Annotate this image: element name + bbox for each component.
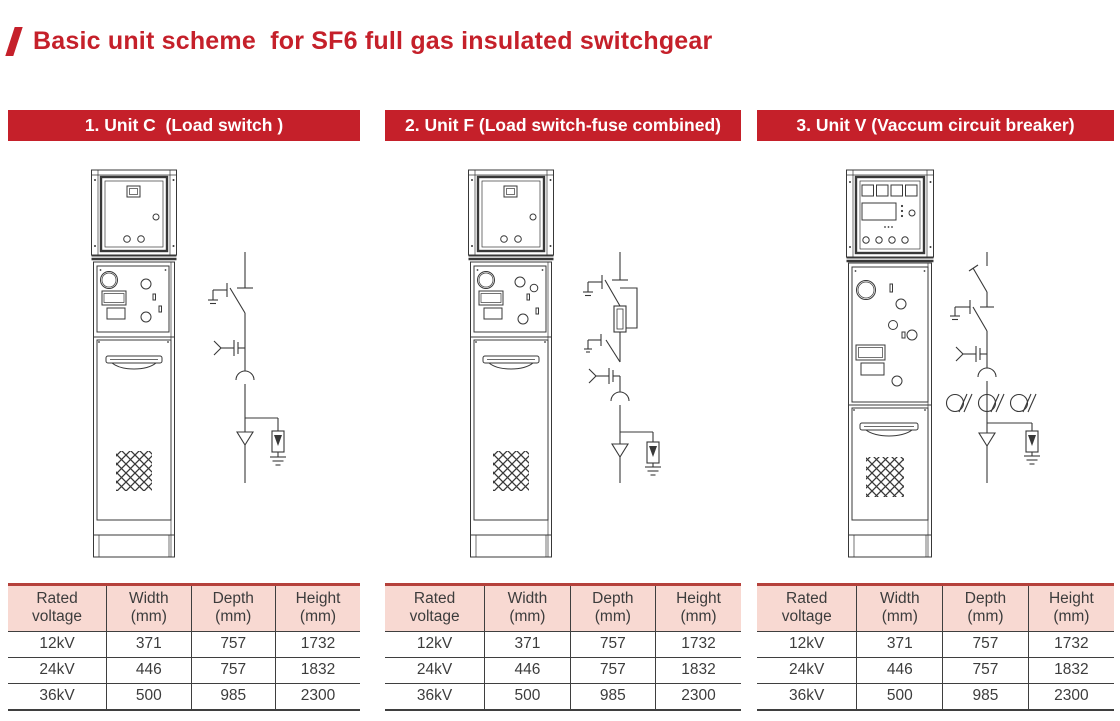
table-row	[757, 683, 1114, 710]
cell-width: 446	[857, 657, 943, 683]
unit-section-f	[385, 110, 741, 711]
cell-voltage: 24kV	[385, 657, 485, 683]
unit-v-single-line-diagram	[935, 250, 1065, 485]
table-row	[757, 631, 1114, 657]
col-header-width: Width (mm)	[857, 585, 943, 632]
cell-voltage: 12kV	[39, 635, 75, 653]
cell-height: 2300	[275, 683, 360, 710]
unit-v-drawing-area	[757, 141, 1114, 583]
table-row	[757, 657, 1114, 683]
col-header-height: Height (mm)	[656, 585, 741, 632]
cell-voltage: 12kV	[789, 635, 825, 653]
cell-depth: 757	[191, 631, 275, 657]
col-header-depth: Depth (mm)	[570, 585, 655, 632]
cell-height: 1732	[275, 631, 360, 657]
page-title: Basic unit scheme for SF6 full gas insulated switchgear	[33, 27, 713, 55]
cell-width: 446	[485, 657, 570, 683]
unit-v-banner: 3. Unit V (Vaccum circuit breaker)	[757, 110, 1114, 141]
cell-width: 371	[485, 631, 570, 657]
cell-width: 500	[107, 683, 191, 710]
col-header-height: Height (mm)	[1028, 585, 1114, 632]
table-row	[385, 657, 741, 683]
cell-voltage: 12kV	[416, 635, 453, 653]
cell-depth: 757	[943, 657, 1029, 683]
page-header	[10, 27, 712, 56]
unit-c-drawing-area	[8, 141, 360, 583]
col-header-height: Height (mm)	[275, 585, 360, 632]
cell-voltage: 36kV	[385, 683, 485, 710]
cell-depth: 757	[570, 657, 655, 683]
col-header-width: Width (mm)	[485, 585, 570, 632]
col-header-rated-voltage: Rated voltage	[8, 585, 107, 632]
cell-depth: 985	[943, 683, 1029, 710]
cell-width: 500	[857, 683, 943, 710]
unit-v-cabinet-front-drawing	[845, 167, 935, 559]
unit-section-c	[8, 110, 360, 711]
col-header-depth: Depth (mm)	[191, 585, 275, 632]
col-header-depth: Depth (mm)	[943, 585, 1029, 632]
table-header-row	[385, 585, 741, 632]
table-row	[8, 657, 360, 683]
unit-f-banner: 2. Unit F (Load switch-fuse combined)	[385, 110, 741, 141]
cell-voltage: 36kV	[757, 683, 857, 710]
unit-section-v	[757, 110, 1114, 711]
unit-c-cabinet-front-drawing	[90, 167, 178, 559]
unit-c-single-line-diagram	[200, 250, 305, 485]
cell-height: 1832	[275, 657, 360, 683]
col-header-rated-voltage: Rated voltage	[757, 585, 857, 632]
cell-height: 1732	[1028, 631, 1114, 657]
unit-c-banner: 1. Unit C (Load switch )	[8, 110, 360, 141]
unit-f-dimensions-table	[385, 583, 741, 711]
cell-voltage: 24kV	[757, 657, 857, 683]
cell-height: 1832	[656, 657, 741, 683]
cell-height: 2300	[1028, 683, 1114, 710]
table-row	[385, 683, 741, 710]
cell-height: 1732	[656, 631, 741, 657]
unit-v-dimensions-table	[757, 583, 1114, 711]
cell-depth: 985	[191, 683, 275, 710]
table-row	[385, 631, 741, 657]
cell-depth: 757	[943, 631, 1029, 657]
cell-depth: 985	[570, 683, 655, 710]
cell-height: 2300	[656, 683, 741, 710]
cell-height: 1832	[1028, 657, 1114, 683]
cell-voltage: 36kV	[8, 683, 107, 710]
title-slash-decoration	[5, 27, 22, 56]
table-header-row	[757, 585, 1114, 632]
cell-width: 500	[485, 683, 570, 710]
unit-c-dimensions-table	[8, 583, 360, 711]
unit-f-cabinet-front-drawing	[467, 167, 555, 559]
unit-columns	[0, 110, 1120, 721]
table-row	[8, 631, 360, 657]
cell-width: 371	[107, 631, 191, 657]
col-header-rated-voltage: Rated voltage	[385, 585, 485, 632]
table-header-row	[8, 585, 360, 632]
unit-f-drawing-area	[385, 141, 741, 583]
cell-voltage: 24kV	[8, 657, 107, 683]
table-row	[8, 683, 360, 710]
cell-width: 446	[107, 657, 191, 683]
col-header-width: Width (mm)	[107, 585, 191, 632]
cell-depth: 757	[191, 657, 275, 683]
cell-depth: 757	[570, 631, 655, 657]
unit-f-single-line-diagram	[575, 250, 680, 485]
cell-width: 371	[857, 631, 943, 657]
